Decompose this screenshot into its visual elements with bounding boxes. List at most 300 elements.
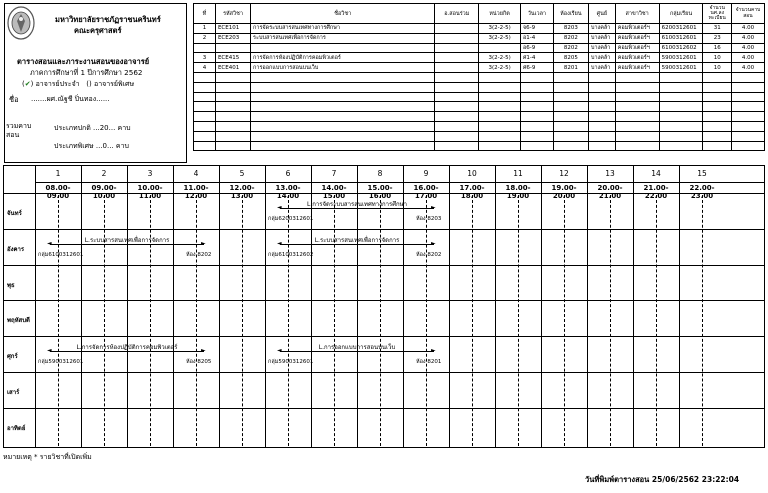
table-cell <box>703 72 732 82</box>
arrow-right-icon: ► <box>201 239 206 247</box>
table-cell: จ6-9 <box>520 24 553 34</box>
slot-time: 11.00-12.00 <box>183 184 209 200</box>
table-row <box>194 24 765 34</box>
table-cell <box>659 131 703 141</box>
slot-number: 1 <box>55 169 61 178</box>
table-cell <box>659 121 703 131</box>
table-cell <box>251 121 435 131</box>
slot-number: 10 <box>467 169 477 178</box>
slot-time: 12.00-13.00 <box>229 184 255 200</box>
course-table-header <box>194 4 765 24</box>
table-cell <box>520 112 553 122</box>
class-title: L.ระบบสารสนเทศเพื่อการจัดการ <box>84 236 170 244</box>
table-cell <box>435 72 479 82</box>
col-header: จำนวน นศ.ลงทะเบียน <box>703 4 732 24</box>
arrow-right-icon: ► <box>431 239 436 247</box>
table-cell <box>251 112 435 122</box>
half-hour-line <box>610 195 611 446</box>
university-name: มหาวิทยาลัยราชภัฏราชนครินทร์ <box>55 15 161 24</box>
table-cell <box>553 131 588 141</box>
table-cell <box>659 102 703 112</box>
table-row <box>194 92 765 102</box>
table-row <box>194 43 765 53</box>
page-title: ตารางสอนและภาระงานสอนของอาจารย์ <box>17 57 150 66</box>
table-cell <box>479 102 521 112</box>
table-cell: 3(2-2-5) <box>479 63 521 73</box>
day-label: พุธ <box>7 281 15 289</box>
day-label: ศุกร์ <box>7 353 18 361</box>
table-cell <box>251 92 435 102</box>
table-cell <box>194 43 216 53</box>
print-timestamp: วันที่พิมพ์ตารางสอน 25/06/2562 23:22:04 <box>585 475 740 484</box>
table-cell: บางคล้า <box>588 24 615 34</box>
table-row <box>194 63 765 73</box>
slot-number: 2 <box>101 169 107 178</box>
half-hour-line <box>656 195 657 446</box>
table-cell <box>731 121 764 131</box>
class-room: ห้อง 8205 <box>186 359 212 366</box>
slot-number: 12 <box>559 169 569 178</box>
table-cell: คอมพิวเตอร์ฯ <box>615 53 659 63</box>
table-cell: 23 <box>703 33 732 43</box>
table-cell <box>553 72 588 82</box>
slot-time: 16.00-17.00 <box>413 184 439 200</box>
table-cell: การออกแบบการสอนบนเว็บ <box>251 63 435 73</box>
table-cell <box>215 121 250 131</box>
table-cell <box>251 102 435 112</box>
table-cell <box>615 121 659 131</box>
slot-time: 17.00-18.00 <box>459 184 485 200</box>
day-label: เสาร์ <box>7 388 20 396</box>
header-divider <box>35 182 765 183</box>
table-cell <box>553 121 588 131</box>
half-hour-line <box>518 195 519 446</box>
half-hour-line <box>334 195 335 446</box>
table-cell: การจัดระบบสารสนเทศทางการศึกษา <box>251 24 435 34</box>
slot-number: 13 <box>605 169 615 178</box>
table-cell <box>520 141 553 151</box>
name-label: ชื่อ <box>9 95 19 104</box>
table-cell <box>520 72 553 82</box>
class-group: กลุ่ม5900312601 <box>268 359 314 366</box>
table-cell <box>615 82 659 92</box>
table-cell: 1 <box>194 24 216 34</box>
teacher-type-regular: อาจารย์ประจำ <box>35 80 80 88</box>
half-hour-line <box>288 195 289 446</box>
table-cell: ศ1-4 <box>520 53 553 63</box>
table-cell <box>588 121 615 131</box>
table-cell: ECE401 <box>215 63 250 73</box>
table-cell <box>479 92 521 102</box>
table-cell: 31 <box>703 24 732 34</box>
table-cell <box>194 82 216 92</box>
table-cell <box>194 112 216 122</box>
course-table <box>193 3 765 151</box>
half-hour-line <box>150 195 151 446</box>
col-header: อ.สอนร่วม <box>435 4 479 24</box>
col-header: ห้องเรียน <box>553 4 588 24</box>
table-cell <box>435 121 479 131</box>
class-span-line <box>50 351 204 352</box>
table-cell <box>215 141 250 151</box>
table-cell: 6100312601 <box>659 33 703 43</box>
class-title: L.การจัดการห้องปฏิบัติการคอมพิวเตอร์ <box>76 344 178 352</box>
table-cell <box>194 72 216 82</box>
slot-number: 14 <box>651 169 661 178</box>
table-cell: 3 <box>194 53 216 63</box>
class-room: ห้อง 8202 <box>416 251 442 258</box>
semester-label: ภาคการศึกษาที่ 1 ปีการศึกษา 2562 <box>30 68 143 77</box>
col-header: ศูนย์ <box>588 4 615 24</box>
table-cell: ระบบสารสนเทศเพื่อการจัดการ <box>251 33 435 43</box>
table-cell <box>553 82 588 92</box>
table-cell: 4.00 <box>731 63 764 73</box>
day-label: จันทร์ <box>7 209 22 217</box>
table-cell: อ1-4 <box>520 33 553 43</box>
col-header: หน่วยกิต <box>479 4 521 24</box>
table-cell: อ6-9 <box>520 43 553 53</box>
table-cell <box>520 102 553 112</box>
table-cell: คอมพิวเตอร์ฯ <box>615 43 659 53</box>
table-cell <box>615 131 659 141</box>
table-cell <box>703 112 732 122</box>
day-divider <box>3 372 765 373</box>
slot-time: 20.00-21.00 <box>597 184 623 200</box>
table-cell <box>731 82 764 92</box>
class-group: กลุ่ม6100312602 <box>268 251 314 258</box>
table-cell: 10 <box>703 53 732 63</box>
table-cell: คอมพิวเตอร์ฯ <box>615 63 659 73</box>
table-cell <box>659 141 703 151</box>
faculty-name: คณะครุศาสตร์ <box>74 26 122 35</box>
slot-divider <box>173 165 174 448</box>
table-cell <box>215 43 250 53</box>
table-cell: 5900312601 <box>659 63 703 73</box>
slot-time: 13.00-14.00 <box>275 184 301 200</box>
table-cell <box>588 141 615 151</box>
table-cell <box>659 112 703 122</box>
table-cell <box>659 72 703 82</box>
slot-time: 21.00-22.00 <box>643 184 669 200</box>
table-cell <box>588 102 615 112</box>
half-hour-line <box>564 195 565 446</box>
table-row <box>194 33 765 43</box>
table-cell <box>703 131 732 141</box>
table-cell <box>435 33 479 43</box>
table-cell <box>588 112 615 122</box>
table-cell: 16 <box>703 43 732 53</box>
table-cell <box>435 82 479 92</box>
table-cell <box>615 72 659 82</box>
table-cell: 3(2-2-5) <box>479 53 521 63</box>
slot-divider <box>219 165 220 448</box>
table-cell <box>251 72 435 82</box>
slot-time: 10.00-11.00 <box>137 184 163 200</box>
table-cell <box>588 92 615 102</box>
class-group: กลุ่ม6200312601 <box>268 216 314 222</box>
slot-time: 14.00-15.00 <box>321 184 347 200</box>
table-cell <box>215 82 250 92</box>
slot-time: 22.00-23.00 <box>689 184 715 200</box>
slot-number: 3 <box>147 169 153 178</box>
day-divider <box>3 265 765 266</box>
table-cell <box>731 102 764 112</box>
table-row <box>194 102 765 112</box>
half-hour-line <box>472 195 473 446</box>
table-cell: 3(2-2-5) <box>479 24 521 34</box>
slot-time: 08.00-09.00 <box>45 184 71 200</box>
university-seal-icon <box>6 5 36 41</box>
slot-number: 9 <box>423 169 429 178</box>
table-cell <box>215 102 250 112</box>
footnote: หมายเหตุ * รายวิชาที่เปิดเพิ่ม <box>3 453 92 461</box>
table-cell: 8203 <box>553 24 588 34</box>
day-divider <box>3 229 765 230</box>
slot-number: 4 <box>193 169 199 178</box>
table-cell <box>553 92 588 102</box>
arrow-left-icon: ◄ <box>277 204 282 211</box>
table-cell: คอมพิวเตอร์ฯ <box>615 33 659 43</box>
table-cell <box>435 43 479 53</box>
table-cell: 4.00 <box>731 33 764 43</box>
day-column-line <box>35 165 36 448</box>
table-cell <box>215 131 250 141</box>
table-cell <box>553 102 588 112</box>
teacher-type-special: () อาจารย์พิเศษ <box>86 80 135 88</box>
table-cell <box>731 112 764 122</box>
table-cell: 8202 <box>553 43 588 53</box>
table-cell: บางคล้า <box>588 33 615 43</box>
table-cell <box>479 121 521 131</box>
half-hour-line <box>104 195 105 446</box>
table-row <box>194 131 765 141</box>
table-cell <box>194 92 216 102</box>
table-cell <box>479 131 521 141</box>
table-cell: 8201 <box>553 63 588 73</box>
table-cell <box>251 82 435 92</box>
class-room: ห้อง 8203 <box>416 216 442 222</box>
table-cell <box>731 92 764 102</box>
arrow-left-icon: ◄ <box>47 239 52 247</box>
slot-time: 15.00-16.00 <box>367 184 393 200</box>
total-label-2: สอน <box>6 131 20 139</box>
table-cell <box>194 102 216 112</box>
table-cell <box>731 72 764 82</box>
table-cell <box>479 82 521 92</box>
table-cell <box>588 131 615 141</box>
col-header: ชื่อวิชา <box>251 4 435 24</box>
table-cell <box>435 102 479 112</box>
table-cell <box>520 92 553 102</box>
arrow-right-icon: ► <box>431 347 436 355</box>
table-cell <box>520 121 553 131</box>
class-span-line <box>280 208 434 209</box>
table-cell <box>479 72 521 82</box>
table-cell <box>251 131 435 141</box>
table-cell <box>553 112 588 122</box>
col-header: วันเวลา <box>520 4 553 24</box>
slot-time: 18.00-19.00 <box>505 184 531 200</box>
class-span-line <box>50 244 204 245</box>
slot-time: 19.00-20.00 <box>551 184 577 200</box>
class-room: ห้อง 8202 <box>186 251 212 258</box>
table-cell <box>479 141 521 151</box>
table-cell <box>588 82 615 92</box>
table-cell <box>479 112 521 122</box>
table-cell <box>435 92 479 102</box>
table-cell: บางคล้า <box>588 43 615 53</box>
class-title: L.ระบบสารสนเทศเพื่อการจัดการ <box>314 236 400 244</box>
table-cell <box>251 43 435 53</box>
table-row <box>194 121 765 131</box>
table-cell: บางคล้า <box>588 53 615 63</box>
slot-divider <box>127 165 128 448</box>
regular-load: ประเภทปกติ ...20... คาบ <box>54 124 131 132</box>
special-load: ประเภทพิเศษ ...0... คาบ <box>54 142 129 150</box>
table-cell <box>659 82 703 92</box>
table-row <box>194 72 765 82</box>
slot-divider <box>587 165 588 448</box>
table-cell <box>703 121 732 131</box>
table-cell: 2 <box>194 33 216 43</box>
col-header: ที่ <box>194 4 216 24</box>
col-header: รหัสวิชา <box>215 4 250 24</box>
table-cell <box>194 141 216 151</box>
table-cell <box>703 82 732 92</box>
col-header: จำนวนคาบสอน <box>731 4 764 24</box>
slot-number: 15 <box>697 169 707 178</box>
class-group: กลุ่ม6100312601 <box>38 251 84 258</box>
slot-time: 09.00-10.00 <box>91 184 117 200</box>
col-header: สาขาวิชา <box>615 4 659 24</box>
slot-number: 6 <box>285 169 291 178</box>
table-cell: ศ6-9 <box>520 63 553 73</box>
class-span-line <box>280 244 434 245</box>
day-label: อาทิตย์ <box>7 424 26 432</box>
table-cell: การจัดการห้องปฏิบัติการคอมพิวเตอร์ <box>251 53 435 63</box>
table-cell: ECE203 <box>215 33 250 43</box>
table-cell: 8202 <box>553 33 588 43</box>
col-header: กลุ่มเรียน <box>659 4 703 24</box>
half-hour-line <box>380 195 381 446</box>
table-cell: คอมพิวเตอร์ฯ <box>615 24 659 34</box>
table-cell <box>194 131 216 141</box>
table-cell <box>615 112 659 122</box>
half-hour-line <box>242 195 243 446</box>
table-cell: ECE415 <box>215 53 250 63</box>
table-cell <box>615 92 659 102</box>
arrow-left-icon: ◄ <box>277 239 282 247</box>
table-cell: ECE101 <box>215 24 250 34</box>
table-row <box>194 53 765 63</box>
table-cell <box>215 92 250 102</box>
table-cell <box>435 141 479 151</box>
arrow-right-icon: ► <box>201 347 206 355</box>
class-span-line <box>280 351 434 352</box>
half-hour-line <box>196 195 197 446</box>
half-hour-line <box>702 195 703 446</box>
table-cell <box>194 121 216 131</box>
schedule-grid <box>3 165 765 448</box>
half-hour-line <box>58 195 59 446</box>
table-cell: 8205 <box>553 53 588 63</box>
table-cell <box>215 72 250 82</box>
day-label: อังคาร <box>7 245 25 253</box>
table-cell: บางคล้า <box>588 63 615 73</box>
table-cell <box>659 92 703 102</box>
slot-divider <box>495 165 496 448</box>
slot-number: 7 <box>331 169 337 178</box>
check-icon: ✔ <box>24 80 31 88</box>
teacher-type-row: (✔) อาจารย์ประจำ () อาจารย์พิเศษ <box>22 80 135 88</box>
table-cell <box>553 141 588 151</box>
table-cell: 6100312602 <box>659 43 703 53</box>
arrow-left-icon: ◄ <box>47 347 52 355</box>
table-cell <box>435 53 479 63</box>
class-title: L.การออกแบบการสอนบนเว็บ <box>318 344 396 352</box>
slot-divider <box>81 165 82 448</box>
day-label: พฤหัสบดี <box>7 317 30 325</box>
class-title: L.การจัดระบบสารสนเทศทางการศึกษา <box>306 201 408 208</box>
table-cell <box>435 63 479 73</box>
total-label-1: รวมคาบ <box>6 122 32 130</box>
day-divider <box>3 336 765 337</box>
table-cell: 5900312601 <box>659 53 703 63</box>
class-group: กลุ่ม5900312601 <box>38 359 84 366</box>
table-cell <box>435 131 479 141</box>
arrow-left-icon: ◄ <box>277 347 282 355</box>
table-cell <box>703 141 732 151</box>
table-cell <box>588 72 615 82</box>
table-cell <box>251 141 435 151</box>
slot-divider <box>633 165 634 448</box>
table-cell: 4.00 <box>731 53 764 63</box>
half-hour-line <box>426 195 427 446</box>
table-cell <box>520 82 553 92</box>
day-divider <box>3 408 765 409</box>
table-cell: 10 <box>703 63 732 73</box>
table-cell: 4.00 <box>731 43 764 53</box>
slot-divider <box>265 165 266 448</box>
table-cell: 4 <box>194 63 216 73</box>
table-cell <box>731 131 764 141</box>
arrow-right-icon: ► <box>431 204 436 211</box>
class-room: ห้อง 8201 <box>416 359 442 366</box>
table-cell <box>435 24 479 34</box>
slot-divider <box>449 165 450 448</box>
table-cell <box>520 131 553 141</box>
table-cell: 6200312601 <box>659 24 703 34</box>
slot-number: 8 <box>377 169 383 178</box>
table-row <box>194 141 765 151</box>
table-cell <box>703 92 732 102</box>
table-cell: 4.00 <box>731 24 764 34</box>
teacher-name: .......ผศ.ณัฐชี ปิ่นทอง...... <box>31 95 110 103</box>
table-cell <box>731 141 764 151</box>
table-cell <box>615 141 659 151</box>
slot-divider <box>541 165 542 448</box>
table-cell <box>435 112 479 122</box>
course-table-body <box>194 24 765 151</box>
day-divider <box>3 300 765 301</box>
table-row <box>194 82 765 92</box>
slot-number: 5 <box>239 169 245 178</box>
table-cell: 3(2-2-5) <box>479 33 521 43</box>
table-cell <box>215 112 250 122</box>
table-cell <box>703 102 732 112</box>
table-row <box>194 112 765 122</box>
slot-divider <box>679 165 680 448</box>
